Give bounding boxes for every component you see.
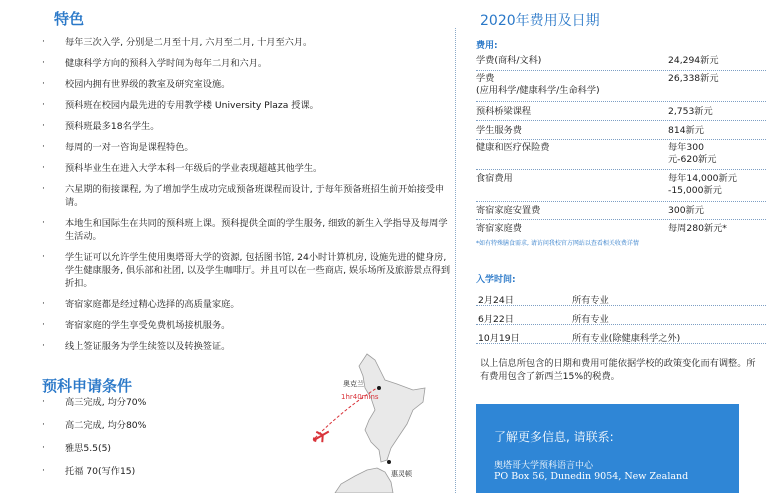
bullet-icon: · — [42, 320, 45, 330]
bullet-icon: · — [42, 79, 45, 89]
list-item — [42, 183, 452, 209]
requirement-text: 高三完成, 均分70% — [65, 397, 147, 408]
north-island-shape — [359, 354, 425, 462]
feature-text: 每周的一对一咨询是课程特色。 — [65, 142, 194, 153]
list-item — [42, 36, 452, 49]
list-item — [42, 120, 452, 133]
airplane-icon — [310, 426, 332, 445]
intake-date: 6月22日 — [478, 314, 514, 325]
list-item — [42, 319, 452, 332]
bullet-icon: · — [42, 58, 45, 68]
city-south-marker — [387, 460, 391, 464]
south-island-shape — [335, 468, 393, 493]
intake-row — [476, 288, 766, 306]
intake-label: 入学时间: — [476, 275, 516, 285]
requirement-text: 高二完成, 均分80% — [65, 420, 147, 431]
list-item — [42, 396, 262, 409]
feature-text: 健康科学方向的预科入学时间为每年二月和六月。 — [65, 58, 268, 69]
list-item — [42, 419, 262, 432]
contact-address: PO Box 56, Dunedin 9054, New Zealand — [494, 471, 689, 482]
bullet-icon: · — [42, 466, 45, 476]
bullet-icon: · — [42, 121, 45, 131]
fee-name: 食宿费用 — [476, 173, 513, 184]
bullet-icon: · — [42, 252, 45, 262]
bullet-icon: · — [42, 299, 45, 309]
fee-value: 每年300 元-620新元 — [668, 142, 717, 165]
fees-footnote: *如有特殊膳食需求, 请访问我校官方网站以查看相关收费详情 — [476, 240, 639, 247]
flight-time-label: 1hr40mins — [341, 393, 379, 401]
intake-date: 2月24日 — [478, 295, 514, 306]
fee-name: 学费 (应用科学/健康科学/生命科学) — [476, 73, 600, 96]
intake-program: 所有专业 — [572, 314, 609, 325]
feature-text: 预科毕业生在进入大学本科一年级后的学业表现超越其他学生。 — [65, 163, 323, 174]
city-south-label: 惠灵顿 — [391, 470, 412, 478]
fee-value: 2,753新元 — [668, 106, 713, 117]
fee-name: 预科桥梁课程 — [476, 106, 532, 117]
fee-row — [476, 53, 766, 71]
feature-text: 校园内拥有世界级的教室及研究室设施。 — [65, 79, 231, 90]
intake-program: 所有专业(除健康科学之外) — [572, 333, 681, 344]
fee-value: 每周280新元* — [668, 223, 727, 234]
intake-row — [476, 307, 766, 325]
fee-row — [476, 122, 766, 140]
features-list — [42, 36, 452, 361]
contact-box — [476, 404, 739, 493]
intake-row — [476, 326, 766, 344]
fee-name: 学费(商科/文科) — [476, 55, 542, 66]
column-divider — [455, 28, 456, 493]
bullet-icon: · — [42, 420, 45, 430]
list-item — [42, 442, 262, 455]
fee-value: 24,294新元 — [668, 55, 719, 66]
list-item — [42, 57, 452, 70]
bullet-icon: · — [42, 218, 45, 228]
list-item — [42, 251, 452, 290]
feature-text: 六星期的衔接课程, 为了增加学生成功完成预备班课程而设计, 于每年预备班招生前开始接受申请。 — [65, 184, 445, 208]
fee-value: 26,338新元 — [668, 73, 719, 84]
fee-row — [476, 172, 766, 202]
bullet-icon: · — [42, 142, 45, 152]
list-item — [42, 298, 452, 311]
feature-text: 本地生和国际生在共同的预科班上课。预科提供全面的学生服务, 细致的新生入学指导及每周学生活动。 — [65, 218, 448, 242]
intake-program: 所有专业 — [572, 295, 609, 306]
feature-text: 寄宿家庭的学生享受免费机场接机服务。 — [65, 320, 231, 331]
feature-text: 每年三次入学, 分别是二月至十月, 六月至二月, 十月至六月。 — [65, 37, 313, 48]
list-item — [42, 78, 452, 91]
feature-text: 寄宿家庭都是经过精心选择的高质量家庭。 — [65, 299, 240, 310]
fee-value: 每年14,000新元 -15,000新元 — [668, 173, 737, 196]
requirements-heading: 预科申请条件 — [42, 377, 133, 395]
bullet-icon: · — [42, 443, 45, 453]
fee-row — [476, 72, 766, 102]
fee-name: 学生服务费 — [476, 125, 522, 136]
feature-text: 预科班最多18名学生。 — [65, 121, 160, 132]
fees-heading: 2020年费用及日期 — [480, 13, 600, 29]
fee-row — [476, 104, 766, 121]
contact-title: 了解更多信息, 请联系: — [494, 430, 614, 444]
city-north-marker — [377, 386, 381, 390]
bullet-icon: · — [42, 341, 45, 351]
fee-row — [476, 222, 766, 236]
city-north-label: 奥克兰 — [343, 380, 364, 388]
contact-organization: 奥塔哥大学预科语言中心 — [494, 461, 594, 471]
feature-text: 线上签证服务为学生续签以及转换签证。 — [65, 341, 231, 352]
list-item — [42, 162, 452, 175]
bullet-icon: · — [42, 163, 45, 173]
list-item — [42, 99, 452, 112]
fee-name: 健康和医疗保险费 — [476, 142, 550, 153]
requirement-text: 雅思5.5(5) — [65, 443, 112, 454]
list-item — [42, 141, 452, 154]
features-heading: 特色 — [54, 10, 85, 28]
intake-date: 10月19日 — [478, 333, 520, 344]
fee-row — [476, 141, 766, 170]
fee-name: 寄宿家庭安置费 — [476, 205, 541, 216]
bullet-icon: · — [42, 397, 45, 407]
fee-name: 寄宿家庭费 — [476, 223, 522, 234]
fee-value: 300新元 — [668, 205, 704, 216]
requirement-text: 托福 70(写作15) — [65, 466, 136, 477]
disclaimer-text: 以上信息所包含的日期和费用可能依据学校的政策变化而有调整。所有费用包含了新西兰15%的税费。 — [480, 358, 756, 382]
list-item — [42, 465, 262, 478]
bullet-icon: · — [42, 37, 45, 47]
feature-text: 学生证可以允许学生使用奥塔哥大学的资源, 包括图书馆, 24小时计算机房, 设施先进的健身房, 学生健康服务, 俱乐部和社团, 以及学生咖啡厅。并且可以在一些商店, 娱乐场所及旅游景点得到折扣。 — [65, 252, 451, 289]
new-zealand-map — [295, 350, 455, 493]
bullet-icon: · — [42, 184, 45, 194]
requirements-list — [42, 396, 262, 488]
fee-value: 814新元 — [668, 125, 704, 136]
list-item — [42, 217, 452, 243]
bullet-icon: · — [42, 100, 45, 110]
fee-row — [476, 203, 766, 220]
fees-label: 费用: — [476, 41, 498, 51]
feature-text: 预科班在校园内最先进的专用教学楼 University Plaza 授课。 — [65, 100, 319, 111]
